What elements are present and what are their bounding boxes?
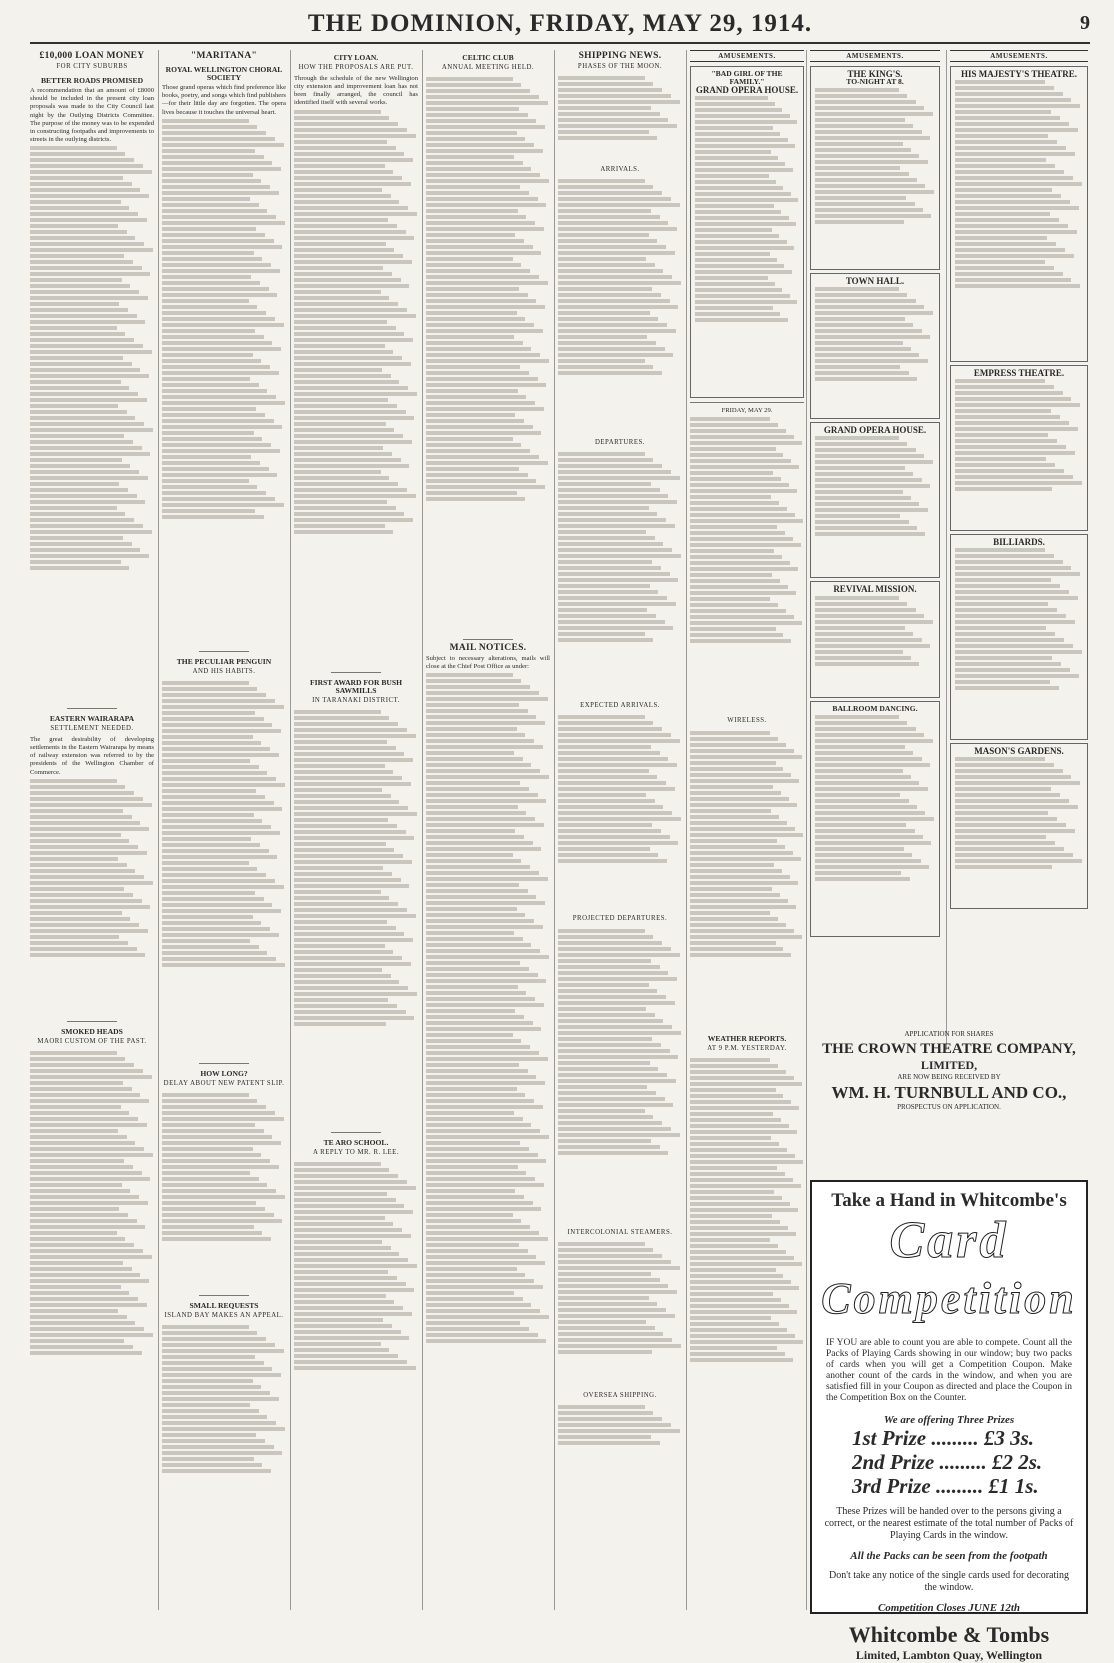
ad-his-majestys — [950, 66, 1088, 362]
company-name: THE CROWN THEATRE COMPANY, — [822, 1041, 1076, 1057]
section-header-amusements: AMUSEMENTS. — [690, 50, 804, 62]
ad-crown-theatre — [810, 1030, 1088, 1170]
article-body-te-aro — [294, 1160, 418, 1440]
second-prize: 2nd Prize ......... £2 2s. — [852, 1450, 1043, 1474]
weather-text — [690, 1056, 804, 1456]
mail-schedule — [426, 671, 550, 1551]
subhead-wireless: WIRELESS. — [727, 717, 767, 725]
column-rule — [946, 50, 947, 1050]
ad-title: "BAD GIRL OF THE FAMILY." — [711, 69, 783, 87]
column-rule — [554, 50, 555, 1610]
masthead — [30, 10, 1090, 46]
ad-headline: Take a Hand in Whitcombe's — [831, 1190, 1067, 1211]
ad-venue: THE KING'S. — [847, 69, 903, 80]
divider — [199, 1295, 249, 1296]
column-5 — [558, 48, 682, 1612]
ad-body — [695, 94, 799, 394]
headline-weather-reports: WEATHER REPORTS. — [707, 1033, 787, 1043]
article-text-wairarapa: The great desirability of developing settlements in the Eastern Wairarapa by means of railway extension was referred to by the presidents of the Wellington Chamber of Commerce. — [30, 736, 154, 776]
ad-heading: APPLICATION FOR SHARES — [904, 1030, 994, 1038]
ad-venue: TOWN HALL. — [845, 276, 905, 287]
ad-billiards — [950, 534, 1088, 740]
divider — [67, 708, 117, 709]
headline-celtic-club: CELTIC CLUB — [462, 53, 514, 62]
ad-body — [955, 546, 1083, 736]
column-rule — [686, 50, 687, 1610]
divider — [199, 651, 249, 652]
subhead-settlement-needed: SETTLEMENT NEEDED. — [50, 725, 134, 733]
subhead-choral-society: ROYAL WELLINGTON CHORAL SOCIETY — [165, 65, 283, 83]
ad-time: TO-NIGHT AT 8. — [846, 77, 904, 87]
closing-date: Competition Closes JUNE 12th — [877, 1602, 1021, 1614]
prize-offer: We are offering Three Prizes — [883, 1414, 1015, 1426]
subhead-island-bay: ISLAND BAY MAKES AN APPEAL. — [164, 1312, 284, 1320]
divider — [331, 1132, 381, 1133]
subhead-taranaki: IN TARANAKI DISTRICT. — [312, 696, 400, 704]
section-header-amusements: AMUSEMENTS. — [950, 50, 1088, 62]
first-prize: 1st Prize ......... £3 3s. — [852, 1426, 1035, 1450]
headline-shipping-news: SHIPPING NEWS. — [578, 51, 662, 61]
headline-city-loan: CITY LOAN. — [333, 53, 379, 62]
column-4 — [426, 48, 550, 1612]
subhead-expected-arrivals: EXPECTED ARRIVALS. — [580, 702, 660, 710]
column-rule — [290, 50, 291, 1610]
ad-venue: MASON'S GARDENS. — [974, 746, 1064, 757]
ad-body — [815, 594, 935, 694]
prospectus-note: PROSPECTUS ON APPLICATION. — [897, 1103, 1001, 1111]
ad-instructions: IF YOU are able to count you are able to compete. Count all the Packs of Playing Cards showing in our window; buy two packs of cards when you will get a Competition Coupon. Make another count of the cards in the window, and when you are satisfied fill in your Coupon as directed and place the Coupon in the Competition Box on the Counter. — [826, 1338, 1072, 1403]
column-3 — [294, 48, 418, 1612]
headline-te-aro-school: TE ARO SCHOOL. — [323, 1137, 389, 1147]
ad-body — [955, 78, 1083, 358]
article-body-penguin — [162, 679, 286, 1059]
column-1 — [30, 48, 154, 1612]
subhead-proposals: HOW THE PROPOSALS ARE PUT. — [298, 64, 414, 72]
subhead-9pm: AT 9 P.M. YESTERDAY. — [707, 1044, 787, 1052]
ad-venue: BILLIARDS. — [993, 537, 1045, 548]
headline-how-long: HOW LONG? — [200, 1068, 248, 1078]
third-prize: 3rd Prize ......... £1 1s. — [852, 1474, 1039, 1498]
agent-name: WM. H. TURNBULL AND CO., — [831, 1083, 1067, 1102]
subhead-maori-custom: MAORI CUSTOM OF THE PAST. — [37, 1037, 147, 1045]
subhead-moon-phases: PHASES OF THE MOON. — [577, 63, 663, 71]
article-body-patent-slip — [162, 1091, 286, 1291]
ad-venue: REVIVAL MISSION. — [833, 584, 917, 595]
brand-address: Limited, Lambton Quay, Wellington — [855, 1648, 1043, 1662]
subhead-annual-meeting: ANNUAL MEETING HELD. — [441, 64, 535, 72]
headline-smoked-heads: SMOKED HEADS — [61, 1026, 123, 1036]
page-number: 9 — [1080, 12, 1090, 34]
divider — [463, 639, 513, 640]
company-limited: LIMITED, — [920, 1058, 978, 1072]
subhead-departures: DEPARTURES. — [595, 439, 645, 447]
ad-body — [815, 713, 935, 933]
headline-mail-notices: MAIL NOTICES. — [449, 643, 527, 654]
ad-grand-opera-house — [810, 422, 940, 578]
headline-eastern-wairarapa: EASTERN WAIRARAPA — [49, 713, 135, 723]
headline-first-award: FIRST AWARD FOR BUSH SAWMILLS — [309, 677, 403, 695]
headline-small-requests: SMALL REQUESTS — [189, 1301, 259, 1311]
subhead-oversea-shipping: OVERSEA SHIPPING. — [583, 1391, 657, 1399]
ad-revival-mission — [810, 581, 940, 697]
subhead-intercolonial: INTERCOLONIAL STEAMERS. — [567, 1228, 673, 1236]
oversea-shipping-table — [558, 1403, 682, 1463]
divider — [199, 1063, 249, 1064]
intercolonial-list — [558, 1240, 682, 1390]
article-text-city-loan: Through the schedule of the new Wellington city extension and improvement loan has not been finally arranged, the council has identified itself with several works. — [294, 75, 418, 107]
masthead-rule — [30, 42, 1090, 44]
projected-departures-list — [558, 927, 682, 1227]
article-body-wairarapa — [30, 777, 154, 1017]
subhead-reply: A REPLY TO MR. R. LEE. — [312, 1148, 400, 1156]
decoration-note: Don't take any notice of the single cards used for decorating the window. — [828, 1570, 1070, 1593]
column-rule — [422, 50, 423, 1610]
ad-ballroom-dancing — [810, 701, 940, 937]
article-body-city-loan — [294, 108, 418, 668]
shipping-movements — [690, 415, 804, 715]
column-2 — [162, 48, 286, 1612]
subhead-city-suburbs: FOR CITY SUBURBS — [56, 63, 128, 71]
headline-loan-money: £10,000 LOAN MONEY — [39, 51, 145, 61]
ad-word-card: Card — [889, 1212, 1009, 1269]
headline-maritana: "MARITANA" — [190, 51, 258, 61]
ad-venue: GRAND OPERA HOUSE. — [823, 425, 927, 436]
mail-intro: Subject to necessary alterations, mails will close at the Chief Post Office as under: — [426, 655, 550, 671]
column-rule — [158, 50, 159, 1610]
ad-kings — [810, 66, 940, 270]
column-6 — [690, 48, 804, 1612]
article-body-loan — [30, 144, 154, 704]
ad-date: FRIDAY, MAY 29. — [721, 407, 773, 415]
article-body-island-bay — [162, 1323, 286, 1523]
ad-body — [955, 755, 1083, 905]
ad-venue: EMPRESS THEATRE. — [973, 368, 1065, 379]
ad-body — [815, 285, 935, 415]
wireless-text — [690, 729, 804, 1029]
subhead-arrivals: ARRIVALS. — [600, 166, 640, 174]
ad-bad-girl — [690, 66, 804, 398]
ad-body — [955, 377, 1083, 527]
article-body-smoked-heads — [30, 1049, 154, 1449]
subhead-projected-departures: PROJECTED DEPARTURES. — [572, 915, 668, 923]
ad-empress — [950, 365, 1088, 531]
ad-venue: GRAND OPERA HOUSE. — [695, 85, 799, 96]
article-body-sawmills — [294, 708, 418, 1128]
ad-body — [815, 86, 935, 266]
footpath-note: All the Packs can be seen from the footpath — [850, 1550, 1048, 1562]
ad-receiving: ARE NOW BEING RECEIVED BY — [897, 1073, 1001, 1081]
ad-venue: HIS MAJESTY'S THEATRE. — [961, 69, 1077, 80]
article-text-loan: A recommendation that an amount of £8000 should be included in the present city loan proposals was made to the City Council last night by the Outlying Districts Committee. The purpose of the money was to be expended in constructing footpaths and improvements to streets in the outlying districts. — [30, 87, 154, 143]
ad-whitcombe-competition — [810, 1180, 1088, 1662]
ad-word-competition: Competition — [821, 1274, 1077, 1323]
departures-list — [558, 450, 682, 700]
divider — [67, 1021, 117, 1022]
article-body-celtic — [426, 75, 550, 635]
divider — [331, 672, 381, 673]
ad-masons-gardens — [950, 743, 1088, 909]
column-7 — [810, 48, 940, 1048]
ad-body — [815, 434, 935, 574]
column-rule — [806, 50, 807, 1610]
subhead-his-habits: AND HIS HABITS. — [192, 667, 256, 675]
ad-town-hall — [810, 273, 940, 419]
newspaper-title: THE DOMINION, FRIDAY, MAY 29, 1914. — [307, 10, 813, 37]
ad-title: BALLROOM DANCING. — [832, 703, 918, 713]
article-text-maritana: Those grand operas which find preference like books, poetry, and songs which find publishers—for their little day are forgotten. The opera lives because it touches the universal heart. — [162, 84, 286, 116]
moon-table — [558, 74, 682, 164]
section-header-amusements: AMUSEMENTS. — [810, 50, 940, 62]
subhead-better-roads: BETTER ROADS PROMISED — [40, 76, 144, 86]
column-8 — [950, 48, 1088, 1048]
divider — [690, 402, 804, 403]
subhead-patent-slip: DELAY ABOUT NEW PATENT SLIP. — [163, 1079, 285, 1087]
article-body-maritana — [162, 117, 286, 647]
expected-arrivals-list — [558, 713, 682, 913]
prize-note: These Prizes will be handed over to the persons giving a correct, or the nearest estimate of the total number of Packs of Playing Cards in the window. — [824, 1506, 1074, 1541]
arrivals-list — [558, 177, 682, 437]
headline-peculiar-penguin: THE PECULIAR PENGUIN — [176, 656, 272, 666]
brand-name: Whitcombe & Tombs — [848, 1622, 1050, 1647]
